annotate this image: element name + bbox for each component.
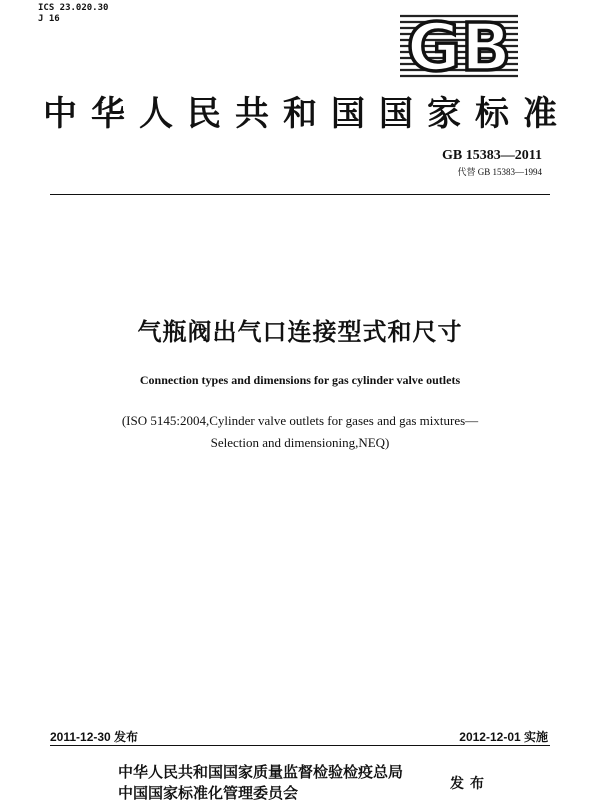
replaces-standard: 代替 GB 15383—1994 xyxy=(457,167,542,177)
issue-label: 发布 xyxy=(450,776,490,792)
issuer-sac: 中国国家标准化管理委员会 xyxy=(118,784,299,802)
iso-reference-line-1: (ISO 5145:2004,Cylinder valve outlets for gases and gas mixtures— xyxy=(121,413,479,428)
top-divider xyxy=(50,194,550,195)
ccs-code: J 16 xyxy=(38,14,60,24)
issuer-aqsiq: 中华人民共和国国家质量监督检验检疫总局 xyxy=(118,763,404,781)
chinese-title: 气瓶阀出气口连接型式和尺寸 xyxy=(137,318,463,346)
standard-number-block xyxy=(442,148,542,178)
gb-logo-text: GB xyxy=(406,10,512,80)
effective-date: 2012-12-01 实施 xyxy=(459,730,548,744)
standard-number: GB 15383—2011 xyxy=(442,148,542,163)
iso-reference-line-2: Selection and dimensioning,NEQ) xyxy=(210,435,390,450)
iso-reference xyxy=(0,410,600,454)
gb-logo xyxy=(398,10,520,80)
issuing-authorities xyxy=(118,762,403,804)
standard-title: 中华人民共和国国家标准 xyxy=(43,94,571,134)
ics-code: ICS 23.020.30 xyxy=(38,3,109,13)
publish-date: 2011-12-30 发布 xyxy=(50,730,139,744)
bottom-divider xyxy=(50,745,550,746)
classification-codes xyxy=(38,3,108,25)
english-title: Connection types and dimensions for gas cylinder valve outlets xyxy=(139,373,461,387)
